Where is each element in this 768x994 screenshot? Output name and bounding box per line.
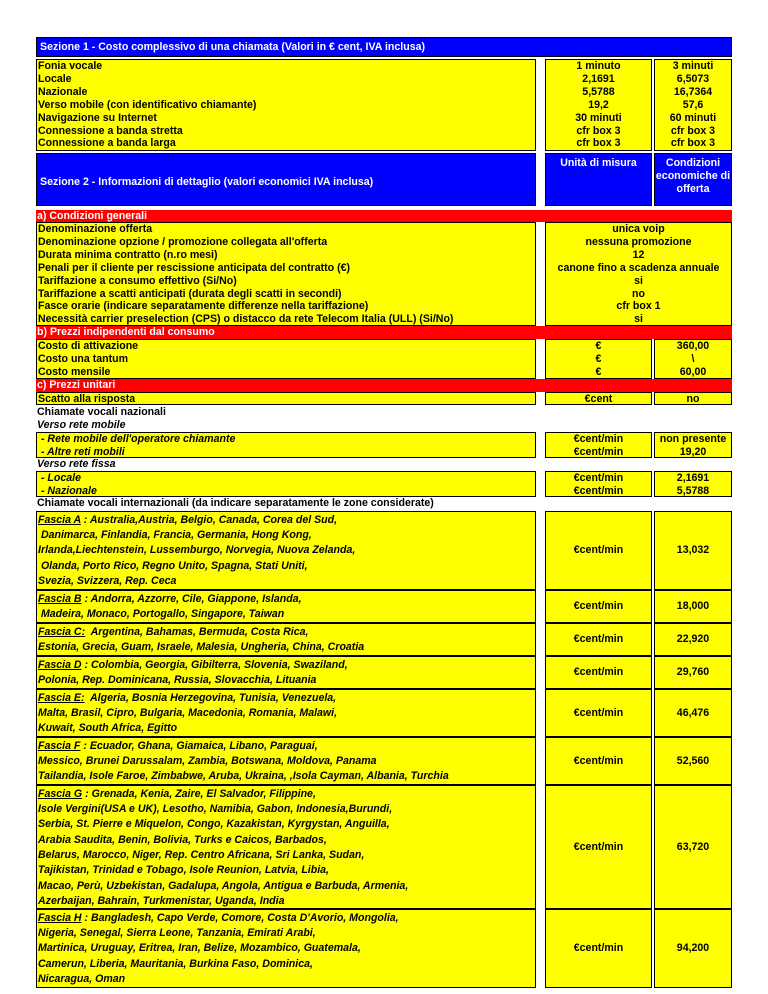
- fascia-label-cell: [36, 590, 536, 623]
- fascia-countries: Camerun, Liberia, Mauritania, Burkina Faso, Dominica,: [38, 957, 313, 970]
- scatto-risposta-value: no: [654, 392, 732, 405]
- section1-label: Navigazione su Internet: [38, 111, 157, 124]
- general-labels: [36, 222, 536, 326]
- fascia-name: Fascia A: [38, 513, 81, 526]
- general-value: canone fino a scadenza annuale: [557, 261, 720, 274]
- fascia-line: [38, 625, 308, 639]
- fascia-label-cell: [36, 909, 536, 988]
- fascia-countries: : Andorra, Azzorre, Cile, Giappone, Islanda,: [81, 592, 302, 605]
- fascia-line: [38, 848, 364, 862]
- mobile-rows: [36, 432, 732, 458]
- unit-prices-header: [36, 379, 732, 392]
- fascia-line: [38, 769, 449, 783]
- fascia-line: [38, 833, 327, 847]
- general-label: Denominazione opzione / promozione collegata all'offerta: [38, 235, 328, 248]
- fascia-line: [38, 574, 176, 588]
- general-label: Fasce orarie (indicare separatamente differenze nella tariffazione): [38, 300, 369, 313]
- fixed-labels: [36, 471, 536, 497]
- general-label: Penali per il cliente per rescissione anticipata del contratto (€): [38, 261, 351, 274]
- general-value: si: [634, 274, 643, 287]
- fascia-line: [38, 640, 364, 654]
- fascia-unit: €cent/min: [545, 623, 652, 656]
- independent-values: [654, 339, 732, 379]
- independent-unit: €: [595, 365, 602, 378]
- section1-value-1min: 19,2: [588, 98, 609, 111]
- fascia-line: [38, 739, 318, 753]
- fascia-countries: Estonia, Grecia, Guam, Israele, Malesia, Ungheria, China, Croatia: [38, 641, 365, 654]
- fascia-line: [38, 543, 355, 557]
- fascia-name: Fascia B: [38, 592, 82, 605]
- fascia-value: 46,476: [654, 689, 732, 737]
- fascia-countries: Algeria, Bosnia Herzegovina, Tunisia, Venezuela,: [84, 691, 337, 704]
- fixed-label: - Locale: [38, 471, 81, 484]
- fascia-countries: Macao, Perù, Uzbekistan, Gadalupa, Angola, Antigua e Barbuda, Armenia,: [38, 879, 409, 892]
- fascia-line: [38, 592, 302, 606]
- section1-label: Connessione a banda larga: [38, 137, 176, 150]
- fascia-line: [38, 957, 313, 971]
- mobile-units: [545, 432, 652, 458]
- scatto-risposta-line: Scatto alla risposta: [38, 392, 136, 405]
- independent-prices-table: [36, 339, 732, 379]
- fascia-row: [36, 511, 732, 590]
- independent-label: Costo di attivazione: [38, 340, 139, 353]
- section1-value-3min: 16,7364: [673, 85, 713, 98]
- fascia-unit: €cent/min: [545, 656, 652, 689]
- fascia-countries: Svezia, Svizzera, Rep. Ceca: [38, 575, 177, 588]
- unit-prices-header-text: c) Prezzi unitari: [37, 378, 116, 391]
- fascia-unit: €cent/min: [545, 590, 652, 623]
- fascia-countries: Nigeria, Senegal, Sierra Leone, Tanzania, Emirati Arabi,: [38, 927, 316, 940]
- fascia-row: [36, 590, 732, 623]
- fascia-countries: Nicaragua, Oman: [38, 973, 126, 986]
- general-conditions-table: [36, 222, 732, 326]
- fascia-name: Fascia D: [38, 658, 82, 671]
- fixed-unit: €cent/min: [573, 484, 624, 497]
- section1-col1: [545, 59, 652, 151]
- fascia-line: [38, 911, 399, 925]
- fascia-countries: Azerbaijan, Bahrain, Turkmenistar, Uganda, India: [38, 894, 285, 907]
- fascia-row: [36, 785, 732, 909]
- conditions-header-line2: economiche di: [655, 170, 731, 182]
- fascia-countries: : Australia,Austria, Belgio, Canada, Corea del Sud,: [80, 513, 338, 526]
- independent-prices-header-text: b) Prezzi indipendenti dal consumo: [37, 326, 215, 339]
- fascia-countries: Kuwait, South Africa, Egitto: [38, 722, 178, 735]
- international-calls-header-line: Chiamate vocali internazionali (da indicare separatamente le zone considerate): [37, 496, 434, 509]
- conditions-header: [654, 153, 732, 206]
- general-value: nessuna promozione: [585, 235, 692, 248]
- fascia-line: [38, 894, 284, 908]
- fixed-network-header: [36, 458, 732, 471]
- section1-title: Sezione 1 - Costo complessivo di una chiamata (Valori in € cent, IVA inclusa): [40, 41, 426, 53]
- fascia-countries: : Colombia, Georgia, Gibilterra, Slovenia, Swaziland,: [81, 658, 348, 671]
- fascia-unit: €cent/min: [545, 689, 652, 737]
- section1-col2: [654, 59, 732, 151]
- independent-labels: [36, 339, 536, 379]
- fascia-value: 52,560: [654, 737, 732, 785]
- section1-value-1min: cfr box 3: [576, 137, 621, 150]
- fascia-countries: : Grenada, Kenia, Zaire, El Salvador, Filippine,: [82, 787, 316, 800]
- section1-value-1min: 5,5788: [582, 85, 615, 98]
- independent-label: Costo una tantum: [38, 353, 129, 366]
- mobile-values: [654, 432, 732, 458]
- fascia-line: [38, 972, 125, 986]
- section1-value-1min: 2,1691: [582, 72, 615, 85]
- general-value: 12: [632, 248, 645, 261]
- mobile-label: - Rete mobile dell'operatore chiamante: [38, 432, 236, 445]
- fascia-line: [38, 673, 316, 687]
- independent-label: Costo mensile: [38, 365, 111, 378]
- fixed-label: - Nazionale: [38, 484, 97, 497]
- section1-label: Connessione a banda stretta: [38, 124, 183, 137]
- fascia-row: [36, 623, 732, 656]
- section1-value-1min: 30 minuti: [575, 111, 622, 124]
- fascia-row: [36, 689, 732, 737]
- section1-value-1min: 1 minuto: [576, 60, 621, 72]
- fixed-network-header-label-cell: [36, 458, 536, 471]
- national-calls-header-line: Chiamate vocali nazionali: [37, 405, 166, 418]
- fixed-unit: €cent/min: [573, 471, 624, 484]
- section2-title-cell: [36, 153, 536, 206]
- general-label: Denominazione offerta: [38, 223, 153, 235]
- mobile-value: non presente: [659, 432, 727, 445]
- general-label: Tariffazione a consumo effettivo (Si/No): [38, 274, 237, 287]
- fascia-name: Fascia E:: [38, 691, 85, 704]
- international-calls-header: [36, 497, 732, 510]
- fascia-line: [38, 513, 337, 527]
- section1-value-1min: cfr box 3: [576, 124, 621, 137]
- fixed-rows: [36, 471, 732, 497]
- section1-label: Locale: [38, 72, 72, 85]
- mobile-labels: [36, 432, 536, 458]
- mobile-unit: €cent/min: [573, 432, 624, 445]
- general-value: cfr box 1: [616, 300, 661, 313]
- scatto-risposta: [36, 392, 732, 405]
- fascia-label-cell: [36, 785, 536, 909]
- conditions-header-line1: Condizioni: [665, 157, 721, 169]
- fascia-line: [38, 863, 329, 877]
- general-label: Tariffazione a scatti anticipati (durata degli scatti in secondi): [38, 287, 342, 300]
- fascia-line: [38, 559, 308, 573]
- section2-title: Sezione 2 - Informazioni di dettaglio (valori economici IVA inclusa): [40, 176, 374, 188]
- fascia-countries: Tailandia, Isole Faroe, Zimbabwe, Aruba, Ukraina, ,Isola Cayman, Albania, Turchia: [38, 770, 449, 783]
- unit-header: Unità di misura: [545, 153, 652, 206]
- section1-label: Verso mobile (con identificativo chiamante): [38, 98, 257, 111]
- fascia-unit: €cent/min: [545, 785, 652, 909]
- fascia-name: Fascia G: [38, 787, 83, 800]
- mobile-value: 19,20: [679, 445, 707, 458]
- general-value: unica voip: [612, 223, 665, 235]
- fascia-line: [38, 658, 348, 672]
- general-value: no: [632, 287, 645, 300]
- fascia-value: 18,000: [654, 590, 732, 623]
- fascia-countries: Malta, Brasil, Cipro, Bulgaria, Macedonia, Romania, Malawi,: [38, 707, 338, 720]
- mobile-unit: €cent/min: [573, 445, 624, 458]
- national-calls-header-line: Verso rete mobile: [37, 418, 126, 431]
- fascia-countries: Serbia, St. Pierre e Miquelon, Congo, Kazakistan, Kyrgystan, Anguilla,: [38, 818, 390, 831]
- fascia-label-cell: [36, 737, 536, 785]
- fascia-countries: Argentina, Bahamas, Bermuda, Costa Rica,: [85, 625, 309, 638]
- fascia-row: [36, 656, 732, 689]
- fixed-units: [545, 471, 652, 497]
- fascia-countries: Polonia, Rep. Dominicana, Russia, Slovacchia, Lituania: [38, 674, 317, 687]
- national-calls-header-label-cell: [36, 406, 536, 432]
- fascia-line: [38, 787, 316, 801]
- fascia-name: Fascia H: [38, 911, 82, 924]
- fascia-value: 94,200: [654, 909, 732, 988]
- fixed-values: [654, 471, 732, 497]
- fixed-value: 2,1691: [676, 471, 710, 484]
- section1-labels: [36, 59, 536, 151]
- fascia-name: Fascia F: [38, 739, 81, 752]
- fascia-line: [38, 528, 312, 542]
- scatto-risposta-unit: €cent: [545, 392, 652, 405]
- fascia-unit: €cent/min: [545, 909, 652, 988]
- independent-prices-header: [36, 326, 732, 339]
- fascia-unit: €cent/min: [545, 737, 652, 785]
- fascia-line: [38, 754, 377, 768]
- independent-unit: €: [595, 353, 602, 366]
- independent-value: 60,00: [679, 365, 707, 378]
- fascia-countries: Tajikistan, Trinidad e Tobago, Isole Reunion, Latvia, Libia,: [38, 864, 329, 877]
- fascia-name: Fascia C:: [38, 625, 86, 638]
- fascia-value: 22,920: [654, 623, 732, 656]
- fascia-countries: Messico, Brunei Darussalam, Zambia, Botswana, Moldova, Panama: [38, 755, 377, 768]
- fascia-line: [38, 706, 337, 720]
- fascia-value: 13,032: [654, 511, 732, 590]
- general-label: Necessità carrier preselection (CPS) o distacco da rete Telecom Italia (ULL) (Si/No): [38, 313, 454, 326]
- general-conditions-header: [36, 210, 732, 222]
- fascia-line: [38, 879, 408, 893]
- section1-label: Nazionale: [38, 85, 88, 98]
- fascia-label-cell: [36, 511, 536, 590]
- section1-table: [36, 59, 732, 151]
- fascia-line: [38, 721, 177, 735]
- independent-value: 360,00: [676, 340, 710, 353]
- conditions-header-line3: offerta: [676, 183, 710, 195]
- fascia-value: 63,720: [654, 785, 732, 909]
- fascia-countries: : Ecuador, Ghana, Giamaica, Libano, Paraguai,: [80, 739, 318, 752]
- fascia-row: [36, 737, 732, 785]
- international-calls-header-label-cell: [36, 497, 536, 510]
- fascia-line: [38, 941, 361, 955]
- fascia-countries: Isole Vergini(USA e UK), Lesotho, Namibia, Gabon, Indonesia,Burundi,: [38, 803, 393, 816]
- fascia-line: [38, 691, 336, 705]
- section1-value-3min: cfr box 3: [670, 137, 716, 150]
- general-label: Durata minima contratto (n.ro mesi): [38, 248, 218, 261]
- general-value: si: [634, 313, 643, 326]
- fascia-countries: Belarus, Marocco, Niger, Rep. Centro Africana, Sri Lanka, Sudan,: [38, 849, 365, 862]
- section1-value-3min: 3 minuti: [672, 60, 714, 72]
- section2-header: [36, 153, 732, 206]
- section1-value-3min: cfr box 3: [670, 124, 716, 137]
- national-calls-header: [36, 406, 732, 432]
- fascia-label-cell: [36, 623, 536, 656]
- fascia-countries: Arabia Saudita, Benin, Bolivia, Turks e Caicos, Barbados,: [38, 833, 327, 846]
- fascia-countries: Olanda, Porto Rico, Regno Unito, Spagna, Stati Uniti,: [38, 559, 308, 572]
- independent-value: \: [691, 353, 695, 366]
- fascia-countries: : Bangladesh, Capo Verde, Comore, Costa D'Avorio, Mongolia,: [81, 911, 399, 924]
- fascia-row: [36, 909, 732, 988]
- fascia-countries: Martinica, Uruguay, Eritrea, Iran, Belize, Mozambico, Guatemala,: [38, 942, 361, 955]
- fixed-network-header-line: Verso rete fissa: [37, 457, 116, 470]
- fascia-line: [38, 926, 316, 940]
- general-conditions-header-text: a) Condizioni generali: [37, 210, 148, 222]
- fascia-countries: Madeira, Monaco, Portogallo, Singapore, Taiwan: [38, 608, 285, 621]
- fascia-countries: Irlanda,Liechtenstein, Lussemburgo, Norvegia, Nuova Zelanda,: [38, 544, 356, 557]
- section1-value-3min: 57,6: [682, 98, 704, 111]
- fixed-value: 5,5788: [676, 484, 710, 497]
- section1-label: Fonia vocale: [38, 60, 103, 72]
- fascia-line: [38, 817, 390, 831]
- fascia-line: [38, 607, 284, 621]
- independent-units: [545, 339, 652, 379]
- section1-header: [36, 37, 732, 57]
- fascia-label-cell: [36, 689, 536, 737]
- section1-value-3min: 6,5073: [676, 72, 710, 85]
- fascia-unit: €cent/min: [545, 511, 652, 590]
- mobile-label: - Altre reti mobili: [38, 445, 125, 458]
- section1-value-3min: 60 minuti: [669, 111, 717, 124]
- fascia-line: [38, 802, 392, 816]
- fascia-label-cell: [36, 656, 536, 689]
- fascia-countries: Danimarca, Finlandia, Francia, Germania, Hong Kong,: [38, 529, 312, 542]
- general-values: [545, 222, 732, 326]
- independent-unit: €: [595, 340, 602, 353]
- scatto-risposta-label-cell: [36, 392, 536, 405]
- fascia-value: 29,760: [654, 656, 732, 689]
